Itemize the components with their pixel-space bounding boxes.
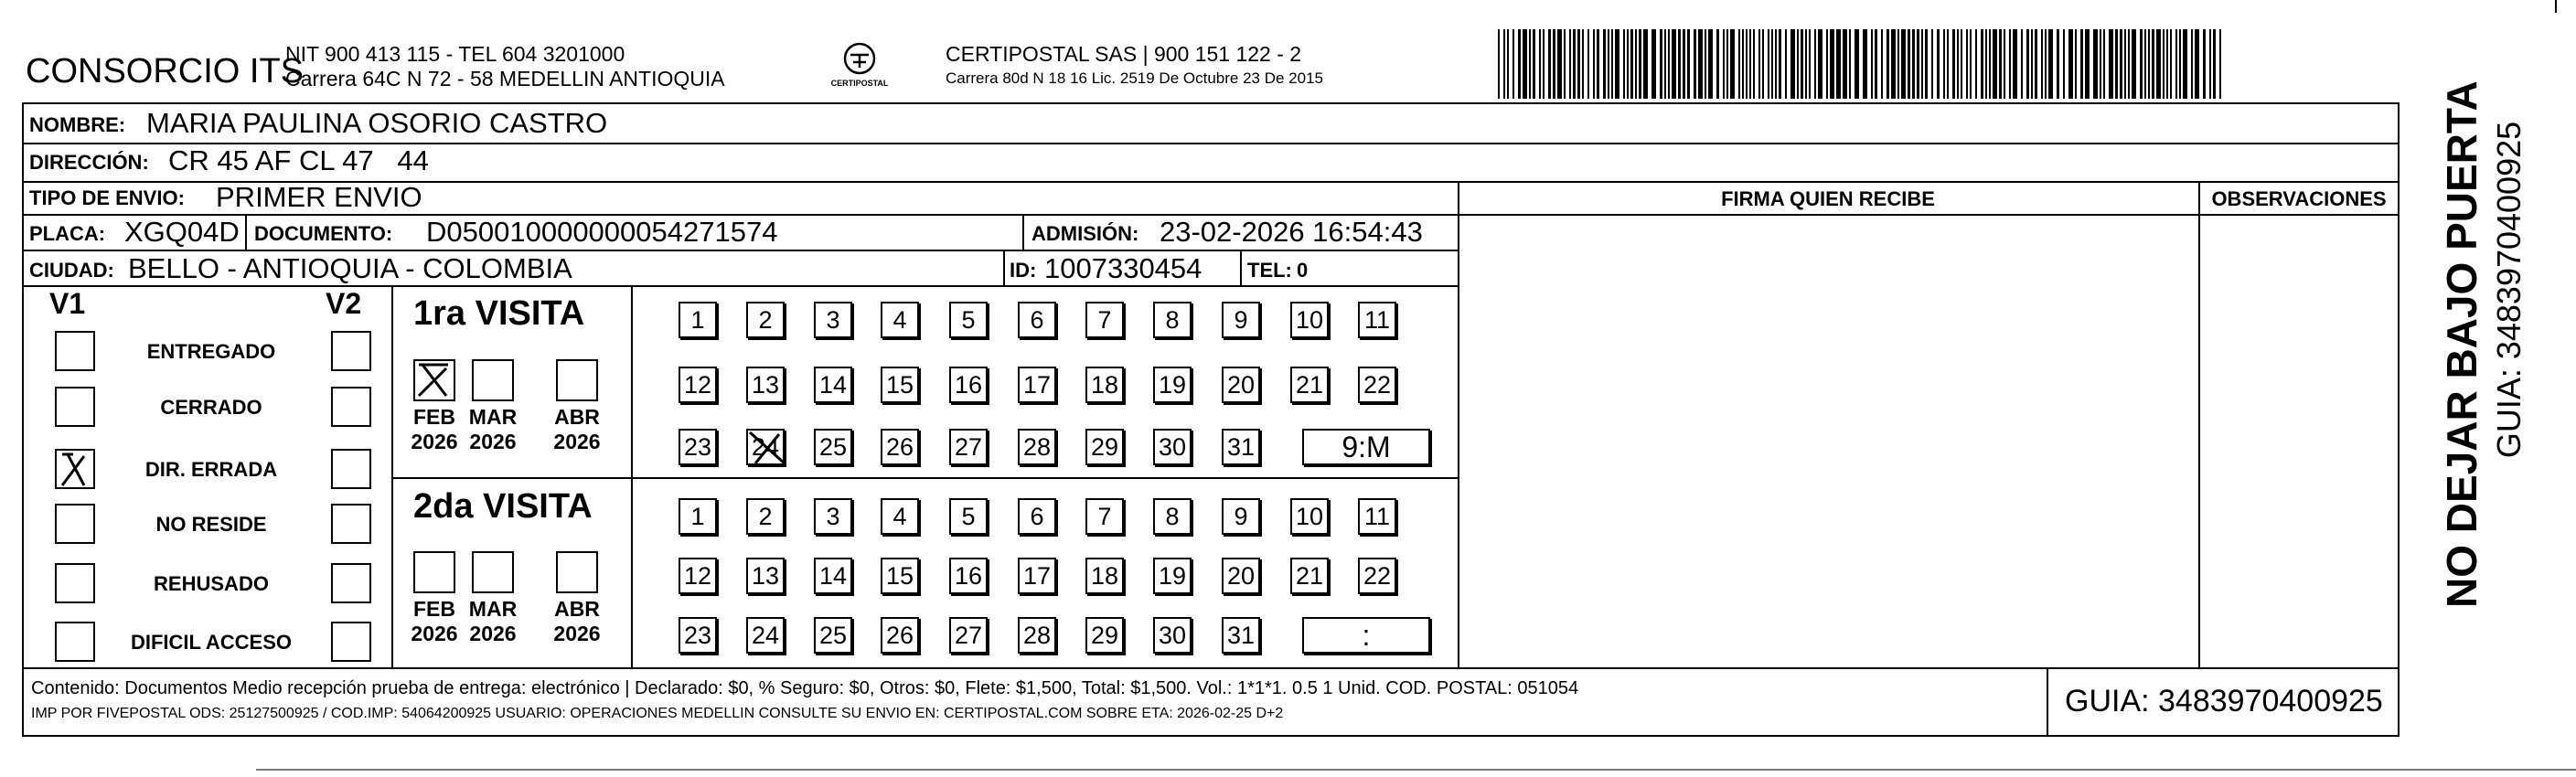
barcode-bar: [2021, 29, 2023, 99]
divider: [22, 285, 1458, 287]
barcode-bar: [1975, 29, 1977, 99]
barcode-bar: [2080, 29, 2083, 99]
barcode-bar: [1582, 29, 1584, 99]
barcode-bar: [1843, 29, 1847, 99]
placa-label: PLACA:: [29, 222, 106, 245]
barcode-bar: [1643, 29, 1648, 99]
logo-text: CERTIPOSTAL: [830, 79, 889, 88]
barcode-bar: [2031, 29, 2033, 99]
barcode-bar: [1639, 29, 1641, 99]
barcode-bar: [1512, 29, 1514, 99]
barcode-bar: [1543, 29, 1545, 99]
status-label: DIR. ERRADA: [144, 458, 278, 481]
visit2-day-26[interactable]: 26: [881, 617, 919, 654]
v2-checkbox[interactable]: [331, 622, 371, 662]
certipostal-logo: [823, 38, 896, 93]
barcode-bar: [1993, 29, 1997, 99]
visit2-day-16[interactable]: 16: [949, 558, 988, 594]
barcode-bar: [1921, 29, 1923, 99]
barcode-bar: [2213, 29, 2216, 99]
visit1-day-8[interactable]: 8: [1153, 302, 1192, 338]
barcode-bar: [1937, 29, 1940, 99]
barcode-bar: [1943, 29, 1945, 99]
barcode-bar: [1726, 29, 1728, 99]
barcode-bar: [1708, 29, 1713, 99]
side-text: [2409, 80, 2537, 658]
direccion-value: CR 45 AF CL 47 44: [168, 144, 429, 176]
documento-value: D050010000000054271574: [426, 216, 778, 248]
status-label: CERRADO: [160, 396, 262, 419]
visit1-day-14[interactable]: 14: [814, 367, 852, 403]
barcode-bar: [1630, 29, 1633, 99]
visit2-day-25[interactable]: 25: [814, 617, 852, 654]
barcode-bar: [1573, 29, 1576, 99]
barcode-bar: [1623, 29, 1625, 99]
visit2-day-27[interactable]: 27: [949, 617, 988, 654]
barcode-bar: [2128, 29, 2130, 99]
visit1-day-10[interactable]: 10: [1290, 302, 1329, 338]
visit2-day-22[interactable]: 22: [1358, 558, 1396, 594]
barcode-bar: [2045, 29, 2047, 99]
visit2-title: 2da VISITA: [413, 487, 593, 526]
barcode-bar: [1753, 29, 1755, 99]
barcode-bar: [2195, 29, 2199, 99]
barcode-bar: [1611, 29, 1613, 99]
barcode-bar: [1952, 29, 1955, 99]
visit2-day-11[interactable]: 11: [1358, 498, 1396, 535]
barcode-bar: [1891, 29, 1896, 99]
barcode-bar: [1809, 29, 1811, 99]
visit2-month-label: FEB 2026: [411, 597, 458, 645]
barcode-bar: [2048, 29, 2053, 99]
divider: [1240, 250, 1242, 286]
documento-label: DOCUMENTO:: [254, 222, 393, 245]
visit2-month-checkbox-mar[interactable]: [472, 551, 514, 593]
v2-checkbox[interactable]: [331, 449, 371, 489]
barcode-bar: [2132, 29, 2136, 99]
visit2-day-12[interactable]: 12: [679, 558, 717, 594]
barcode-bar: [1855, 29, 1859, 99]
barcode-bar: [1668, 29, 1670, 99]
visit1-day-17[interactable]: 17: [1018, 367, 1056, 403]
barcode-bar: [2063, 29, 2065, 99]
barcode-bar: [1912, 29, 1915, 99]
barcode-bar: [2004, 29, 2005, 99]
visit1-day-13[interactable]: 13: [746, 367, 785, 403]
barcode-bar: [2203, 29, 2206, 99]
barcode-bar: [1529, 29, 1531, 99]
corner-mark: [2555, 0, 2557, 13]
barcode-bar: [1897, 29, 1899, 99]
barcode-bar: [1887, 29, 1889, 99]
visit1-day-27[interactable]: 27: [949, 429, 988, 465]
barcode-bar: [1742, 29, 1744, 99]
visit1-day-31[interactable]: 31: [1222, 429, 1260, 465]
barcode-bar: [1785, 29, 1787, 99]
barcode-bar: [1775, 29, 1777, 99]
barcode-bar: [1678, 29, 1681, 99]
status-label: NO RESIDE: [155, 513, 267, 536]
barcode-bar: [2013, 29, 2017, 99]
visit2-day-10[interactable]: 10: [1290, 498, 1329, 535]
barcode-bar: [1805, 29, 1807, 99]
nombre-label: NOMBRE:: [29, 113, 126, 136]
visit1-day-7[interactable]: 7: [1085, 302, 1124, 338]
status-label: ENTREGADO: [146, 340, 276, 363]
barcode-bar: [1957, 29, 1959, 99]
observaciones-header: OBSERVACIONES: [2211, 187, 2387, 210]
barcode-bar: [2175, 29, 2177, 99]
barcode-bar: [1672, 29, 1676, 99]
barcode-bar: [1615, 29, 1619, 99]
barcode-bar: [2219, 29, 2221, 99]
barcode-bar: [1871, 29, 1873, 99]
company-nit: NIT 900 413 115 - TEL 604 3201000: [285, 42, 625, 66]
visit2-day-3[interactable]: 3: [814, 498, 852, 535]
barcode-bar: [1771, 29, 1773, 99]
admision-label: ADMISIÓN:: [1031, 222, 1139, 245]
visit1-day-30[interactable]: 30: [1153, 429, 1192, 465]
barcode-bar: [1716, 29, 1719, 99]
barcode-bar: [1705, 29, 1706, 99]
barcode-bar: [1901, 29, 1906, 99]
divider: [391, 285, 393, 667]
barcode-bar: [2085, 29, 2090, 99]
v2-checkbox[interactable]: [331, 387, 371, 427]
visit1-time-field[interactable]: 9:M: [1302, 429, 1430, 465]
barcode-bar: [1830, 29, 1834, 99]
visit2-day-2[interactable]: 2: [746, 498, 785, 535]
company-address: Carrera 64C N 72 - 58 MEDELLIN ANTIOQUIA: [285, 67, 725, 90]
divider: [22, 667, 2400, 669]
divider: [2047, 667, 2048, 737]
visit1-month-label: FEB 2026: [411, 405, 458, 453]
visit2-day-23[interactable]: 23: [679, 617, 717, 654]
v1-checkbox[interactable]: [55, 563, 95, 603]
visit2-day-14[interactable]: 14: [814, 558, 852, 594]
divider: [391, 477, 631, 479]
visit1-month-checkbox-feb[interactable]: [413, 359, 455, 401]
visit2-day-30[interactable]: 30: [1153, 617, 1192, 654]
barcode-bar: [2179, 29, 2181, 99]
barcode-bar: [2068, 29, 2073, 99]
barcode-bar: [2183, 29, 2187, 99]
side-guia: GUIA: 3483970400925: [2490, 121, 2528, 459]
barcode-bar: [1593, 29, 1595, 99]
status-label: REHUSADO: [154, 572, 269, 595]
barcode-bar: [1917, 29, 1919, 99]
divider: [245, 214, 247, 250]
visit2-day-6[interactable]: 6: [1018, 498, 1056, 535]
visit1-day-3[interactable]: 3: [814, 302, 852, 338]
barcode-bar: [2144, 29, 2146, 99]
barcode-bar: [1627, 29, 1629, 99]
barcode-bar: [2156, 29, 2161, 99]
barcode-bar: [2152, 29, 2154, 99]
barcode-bar: [1597, 29, 1599, 99]
barcode-bar: [2140, 29, 2143, 99]
barcode-bar: [1836, 29, 1841, 99]
visit1-month-label: ABR 2026: [553, 405, 601, 453]
divider: [631, 477, 1458, 479]
barcode-bar: [2103, 29, 2105, 99]
visit2-day-9[interactable]: 9: [1222, 498, 1260, 535]
visit2-day-19[interactable]: 19: [1153, 558, 1192, 594]
barcode-bar: [1779, 29, 1781, 99]
v1-checkbox[interactable]: [55, 331, 95, 371]
divider: [22, 250, 1458, 251]
barcode-bar: [1881, 29, 1883, 99]
barcode-bar: [1981, 29, 1983, 99]
barcode-bar: [2124, 29, 2126, 99]
visit1-title: 1ra VISITA: [413, 294, 585, 333]
id-label: ID:: [1010, 259, 1037, 282]
divider: [1003, 250, 1005, 286]
barcode-bar: [1577, 29, 1580, 99]
visit2-day-28[interactable]: 28: [1018, 617, 1056, 654]
visit2-day-5[interactable]: 5: [949, 498, 988, 535]
check-mark-icon: [57, 451, 93, 487]
company-name: CONSORCIO ITS: [26, 52, 305, 90]
visit2-time-field[interactable]: :: [1302, 617, 1430, 654]
barcode-bar: [1587, 29, 1589, 99]
divider: [631, 285, 633, 667]
barcode-bar: [1635, 29, 1637, 99]
visit1-day-25[interactable]: 25: [814, 429, 852, 465]
id-value: 1007330454: [1044, 252, 1202, 284]
barcode-bar: [1875, 29, 1877, 99]
barcode-bar: [1523, 29, 1527, 99]
visit1-day-12[interactable]: 12: [679, 367, 717, 403]
barcode-bar: [1797, 29, 1799, 99]
barcode-bar: [1503, 29, 1505, 99]
footer-guia: GUIA: 3483970400925: [2065, 684, 2383, 718]
visit1-day-6[interactable]: 6: [1018, 302, 1056, 338]
v2-checkbox[interactable]: [331, 504, 371, 544]
visit2-month-checkbox-feb[interactable]: [413, 551, 455, 593]
barcode: [1498, 29, 2226, 99]
visit2-day-24[interactable]: 24: [746, 617, 785, 654]
visit2-day-15[interactable]: 15: [881, 558, 919, 594]
visit1-day-11[interactable]: 11: [1358, 302, 1396, 338]
barcode-bar: [1863, 29, 1867, 99]
barcode-bar: [1966, 29, 1968, 99]
visit2-day-4[interactable]: 4: [881, 498, 919, 535]
firma-header: FIRMA QUIEN RECIBE: [1721, 187, 1935, 210]
visit1-day-18[interactable]: 18: [1085, 367, 1124, 403]
barcode-bar: [1801, 29, 1803, 99]
barcode-bar: [1557, 29, 1562, 99]
barcode-bar: [1518, 29, 1521, 99]
barcode-bar: [1925, 29, 1928, 99]
placa-value: XGQ04D: [124, 216, 240, 248]
barcode-bar: [1553, 29, 1555, 99]
visit1-day-22[interactable]: 22: [1358, 367, 1396, 403]
certipostal-line2: Carrera 80d N 18 16 Lic. 2519 De Octubre 23 De 2015: [946, 69, 1323, 87]
barcode-bar: [1746, 29, 1748, 99]
v1-checkbox[interactable]: [55, 449, 95, 489]
visit2-day-29[interactable]: 29: [1085, 617, 1124, 654]
footer-line1: Contenido: Documentos Medio recepción prueba de entrega: electrónico | Declarado: $0, % Seguro: $0, Otros: $0, Flete: $1,500, Total: $1,500. Vol.: 1*1*1. 0.5 1 Unid. COD. POSTAL: 051054: [31, 678, 1579, 698]
barcode-bar: [1961, 29, 1962, 99]
visit2-day-31[interactable]: 31: [1222, 617, 1260, 654]
barcode-bar: [2115, 29, 2118, 99]
barcode-bar: [1533, 29, 1535, 99]
visit1-day-5[interactable]: 5: [949, 302, 988, 338]
barcode-bar: [1723, 29, 1725, 99]
barcode-bar: [1931, 29, 1933, 99]
visit2-day-1[interactable]: 1: [679, 498, 717, 535]
visit1-day-29[interactable]: 29: [1085, 429, 1124, 465]
nombre-value: MARIA PAULINA OSORIO CASTRO: [146, 107, 608, 139]
visit1-day-19[interactable]: 19: [1153, 367, 1192, 403]
side-warning: NO DEJAR BAJO PUERTA: [2438, 80, 2485, 608]
divider: [1022, 214, 1024, 250]
visit1-day-24[interactable]: 24: [746, 429, 785, 465]
visit1-day-28[interactable]: 28: [1018, 429, 1056, 465]
barcode-bar: [1989, 29, 1991, 99]
visit1-day-21[interactable]: 21: [1290, 367, 1329, 403]
visit1-month-label: MAR 2026: [468, 405, 518, 453]
barcode-bar: [2057, 29, 2059, 99]
barcode-bar: [1826, 29, 1828, 99]
visit2-day-18[interactable]: 18: [1085, 558, 1124, 594]
barcode-bar: [1758, 29, 1760, 99]
v1-checkbox[interactable]: [55, 504, 95, 544]
barcode-bar: [2109, 29, 2113, 99]
barcode-bar: [2041, 29, 2043, 99]
visit2-day-8[interactable]: 8: [1153, 498, 1192, 535]
barcode-bar: [2148, 29, 2150, 99]
certipostal-line1: CERTIPOSTAL SAS | 900 151 122 - 2: [946, 42, 1302, 66]
barcode-bar: [1970, 29, 1972, 99]
tel-value: 0: [1297, 259, 1309, 282]
divider: [2198, 181, 2200, 667]
barcode-bar: [2166, 29, 2168, 99]
barcode-bar: [2100, 29, 2101, 99]
barcode-bar: [1651, 29, 1656, 99]
barcode-graphic: [1498, 29, 2226, 99]
visit1-day-15[interactable]: 15: [881, 367, 919, 403]
visit2-month-label: ABR 2026: [553, 597, 601, 645]
visit1-day-9[interactable]: 9: [1222, 302, 1260, 338]
visit1-day-26[interactable]: 26: [881, 429, 919, 465]
barcode-bar: [1999, 29, 2002, 99]
v1-checkbox[interactable]: [55, 387, 95, 427]
barcode-bar: [1908, 29, 1910, 99]
barcode-bar: [2120, 29, 2122, 99]
barcode-bar: [1762, 29, 1764, 99]
check-mark-icon: [748, 431, 788, 475]
barcode-bar: [1749, 29, 1751, 99]
barcode-bar: [1818, 29, 1822, 99]
barcode-bar: [1608, 29, 1609, 99]
visit2-month-checkbox-abr[interactable]: [556, 551, 598, 593]
barcode-bar: [1507, 29, 1509, 99]
barcode-bar: [1498, 29, 1500, 99]
barcode-bar: [1564, 29, 1566, 99]
divider: [1458, 181, 1459, 667]
barcode-bar: [1947, 29, 1949, 99]
barcode-bar: [2209, 29, 2211, 99]
admision-value: 23-02-2026 16:54:43: [1160, 216, 1423, 248]
barcode-bar: [1849, 29, 1851, 99]
visit1-month-checkbox-abr[interactable]: [556, 359, 598, 401]
status-label: DIFICIL ACCESO: [130, 631, 292, 654]
visit1-day-4[interactable]: 4: [881, 302, 919, 338]
barcode-bar: [1603, 29, 1606, 99]
barcode-bar: [2191, 29, 2193, 99]
barcode-bar: [1660, 29, 1662, 99]
visit2-day-13[interactable]: 13: [746, 558, 785, 594]
barcode-bar: [1539, 29, 1541, 99]
barcode-bar: [2163, 29, 2164, 99]
visit1-day-1[interactable]: 1: [679, 302, 717, 338]
barcode-bar: [1569, 29, 1571, 99]
tipo-envio-value: PRIMER ENVIO: [216, 181, 422, 213]
barcode-bar: [1738, 29, 1740, 99]
check-mark-icon: [415, 361, 454, 399]
visit2-day-7[interactable]: 7: [1085, 498, 1124, 535]
barcode-bar: [1814, 29, 1816, 99]
visit1-day-2[interactable]: 2: [746, 302, 785, 338]
barcode-bar: [1730, 29, 1735, 99]
barcode-bar: [1683, 29, 1685, 99]
barcode-bar: [1687, 29, 1690, 99]
direccion-label: DIRECCIÓN:: [29, 151, 149, 174]
v2-label: V2: [326, 287, 362, 320]
v1-checkbox[interactable]: [55, 622, 95, 662]
barcode-bar: [2026, 29, 2029, 99]
visit2-day-21[interactable]: 21: [1290, 558, 1329, 594]
visit2-month-label: MAR 2026: [468, 597, 518, 645]
barcode-bar: [2093, 29, 2098, 99]
tipo-envio-label: TIPO DE ENVIO:: [29, 186, 185, 209]
visit1-day-23[interactable]: 23: [679, 429, 717, 465]
barcode-bar: [2009, 29, 2011, 99]
barcode-bar: [1790, 29, 1795, 99]
tel-label: TEL:: [1247, 259, 1292, 282]
ciudad-label: CIUDAD:: [29, 259, 114, 282]
bottom-edge-line: [256, 769, 2576, 771]
barcode-bar: [1548, 29, 1551, 99]
visit1-day-16[interactable]: 16: [949, 367, 988, 403]
barcode-bar: [1985, 29, 1987, 99]
visit1-month-checkbox-mar[interactable]: [472, 359, 514, 401]
header: [0, 0, 2576, 102]
barcode-bar: [1664, 29, 1666, 99]
footer-line2: IMP POR FIVEPOSTAL ODS: 25127500925 / COD.IMP: 54064200925 USUARIO: OPERACIONES MEDELLIN CONSULTE SU ENVIO EN: CERTIPOSTAL.COM SOBRE ETA: 2026-02-25 D+2: [31, 706, 1284, 721]
barcode-bar: [2035, 29, 2037, 99]
visit2-day-17[interactable]: 17: [1018, 558, 1056, 594]
v2-checkbox[interactable]: [331, 563, 371, 603]
barcode-bar: [2075, 29, 2077, 99]
visit1-day-20[interactable]: 20: [1222, 367, 1260, 403]
barcode-bar: [1768, 29, 1769, 99]
visit2-day-20[interactable]: 20: [1222, 558, 1260, 594]
v1-label: V1: [49, 287, 86, 320]
v2-checkbox[interactable]: [331, 331, 371, 371]
barcode-bar: [1698, 29, 1703, 99]
barcode-bar: [1694, 29, 1696, 99]
barcode-bar: [2170, 29, 2172, 99]
ciudad-value: BELLO - ANTIOQUIA - COLOMBIA: [128, 252, 572, 284]
